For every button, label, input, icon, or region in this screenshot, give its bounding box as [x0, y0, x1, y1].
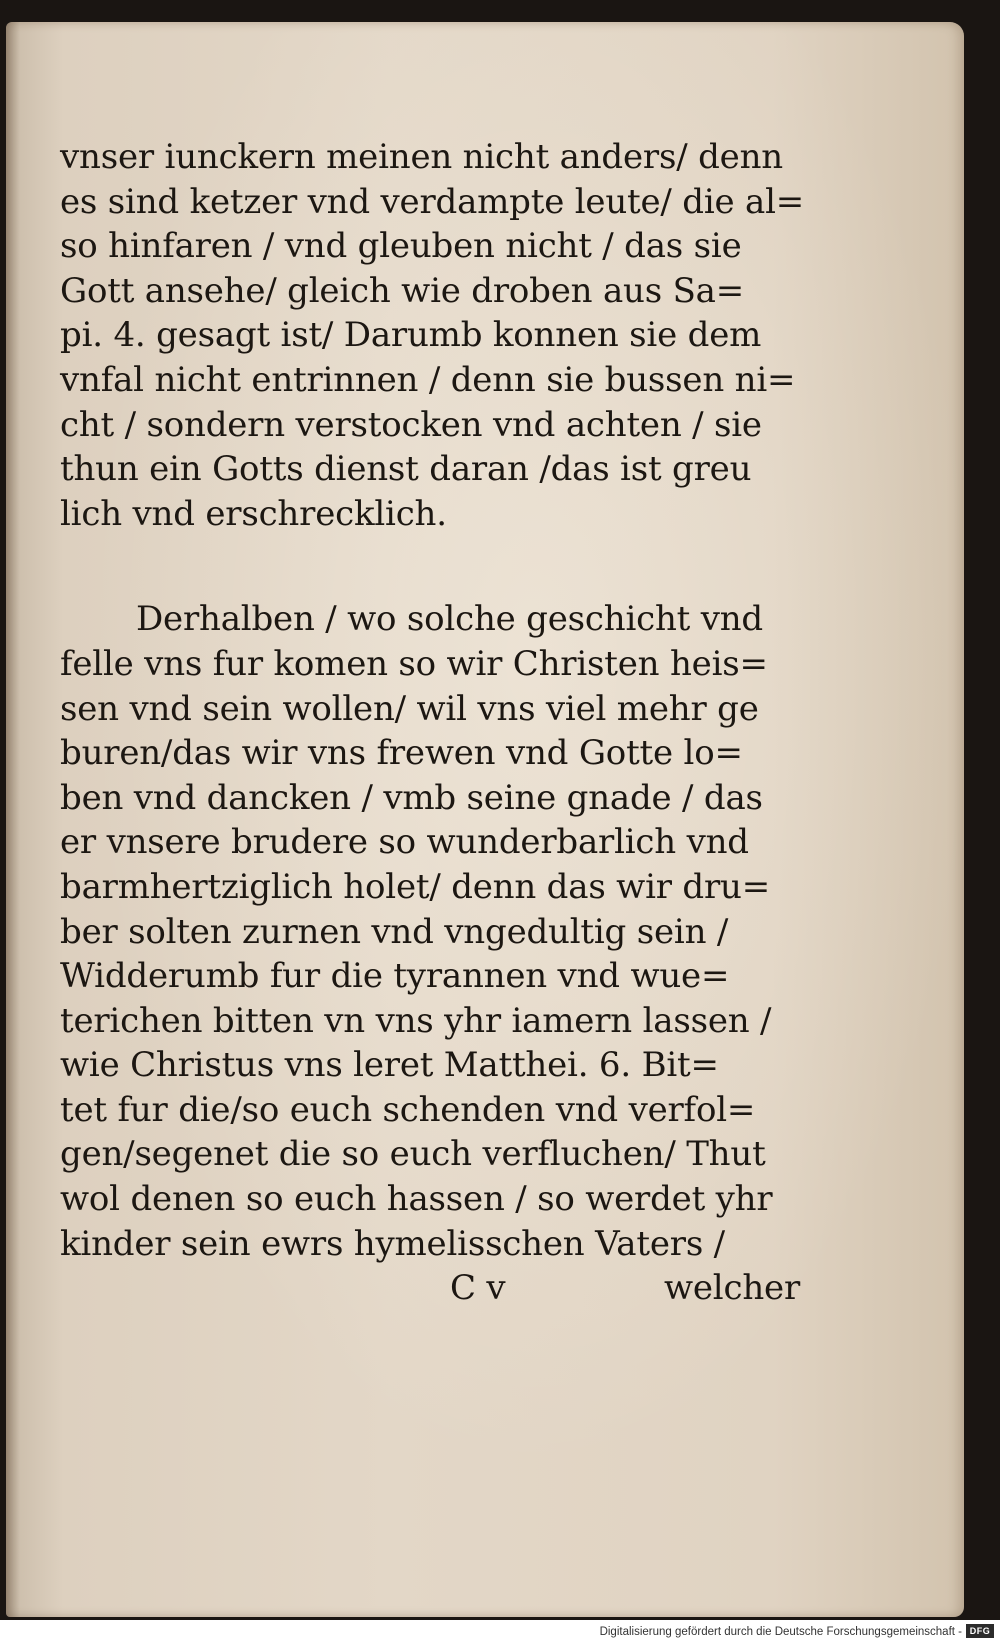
- signature-mark: C v: [450, 1268, 506, 1309]
- text-line: vnser iunckern meinen nicht anders/ denn: [60, 137, 783, 177]
- text-line: wol denen so euch hassen / so werdet yhr: [60, 1179, 773, 1220]
- text-line: so hinfaren / vnd gleuben nicht / das sie: [60, 226, 742, 267]
- text-line: lich vnd erschrecklich.: [60, 493, 447, 534]
- text-line: pi. 4. gesagt ist/ Darumb konnen sie dem: [60, 315, 762, 356]
- text-line: ber solten zurnen vnd vngedultig sein /: [60, 911, 729, 952]
- text-line: tet fur die/so euch schenden vnd verfol=: [60, 1089, 756, 1130]
- dfg-logo: DFG: [966, 1624, 994, 1638]
- text-line: ben vnd dancken / vmb seine gnade / das: [60, 777, 763, 818]
- text-line: cht / sondern verstocken vnd achten / sie: [60, 404, 762, 445]
- text-line: Gott ansehe/ gleich wie droben aus Sa=: [60, 270, 745, 311]
- text-line: barmhertziglich holet/ denn das wir dru=: [60, 866, 771, 907]
- text-line: Widderumb fur die tyrannen vnd wue=: [60, 956, 730, 997]
- text-line: Derhalben / wo solche geschicht vnd: [136, 599, 763, 640]
- text-line: terichen bitten vn vns yhr iamern lassen /: [60, 1000, 772, 1041]
- text-line: es sind ketzer vnd verdampte leute/ die al=: [60, 181, 805, 222]
- text-line: felle vns fur komen so wir Christen heis=: [60, 643, 768, 684]
- text-line: er vnsere brudere so wunderbarlich vnd: [60, 822, 749, 863]
- funding-credit: Digitalisierung gefördert durch die Deutsche Forschungsgemeinschaft -: [599, 1626, 962, 1638]
- text-line: thun ein Gotts dienst daran /das ist greu: [60, 449, 752, 490]
- text-line: gen/segenet die so euch verfluchen/ Thut: [60, 1134, 766, 1175]
- page-footer-line: [60, 1266, 820, 1311]
- paragraph-1: [60, 135, 820, 536]
- text-line: sen vnd sein wollen/ wil vns viel mehr ge: [60, 688, 759, 729]
- book-page: [6, 22, 964, 1617]
- catchword: welcher: [663, 1268, 800, 1309]
- spine-shadow: [6, 22, 20, 1617]
- text-line: buren/das wir vns frewen vnd Gotte lo=: [60, 733, 743, 774]
- paragraph-2: [60, 597, 820, 1266]
- credit-bar: [0, 1620, 1000, 1641]
- text-block: [60, 135, 820, 1311]
- text-line: vnfal nicht entrinnen / denn sie bussen ni=: [60, 359, 796, 400]
- text-line: wie Christus vns leret Matthei. 6. Bit=: [60, 1045, 719, 1086]
- text-line: kinder sein ewrs hymelisschen Vaters /: [60, 1223, 725, 1264]
